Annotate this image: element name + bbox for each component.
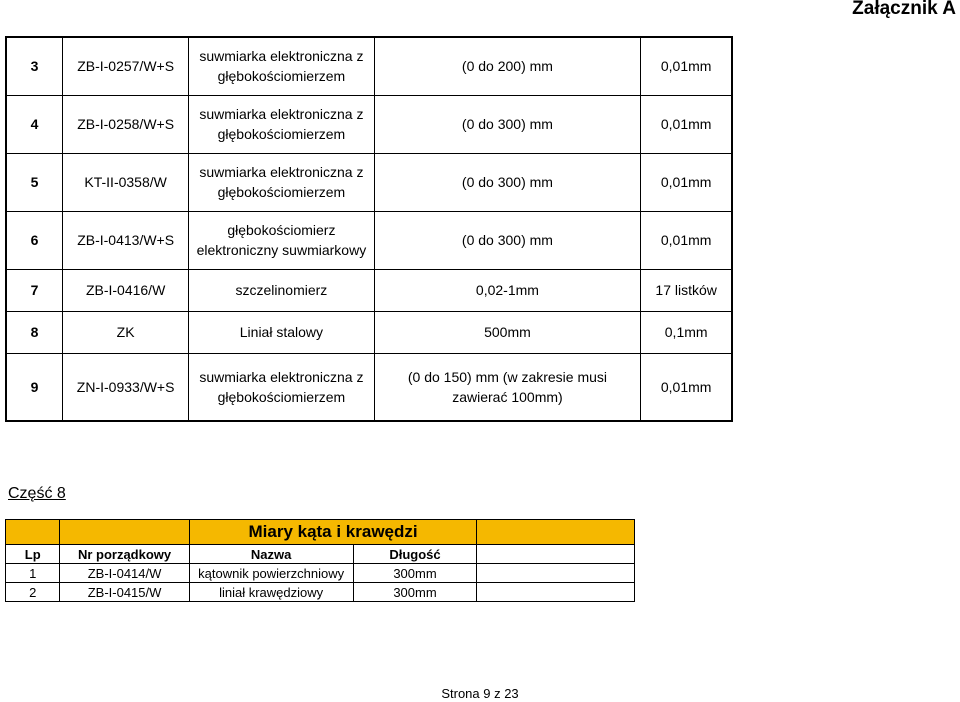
table-row (6, 153, 732, 211)
table-row (6, 95, 732, 153)
cell-nazwa: suwmiarka elektroniczna z głębokościomierzem (189, 95, 374, 153)
cell-lp: 8 (6, 311, 63, 353)
table-title-row (6, 520, 635, 545)
cell-nr: ZB-I-0258/W+S (63, 95, 189, 153)
table-row (6, 37, 732, 95)
cell-dokladnosc: 0,01mm (641, 95, 732, 153)
cell-lp: 2 (6, 583, 60, 602)
cell-dlugosc: 300mm (353, 564, 477, 583)
cell-nazwa: suwmiarka elektroniczna z głębokościomierzem (189, 37, 374, 95)
cell-nr: ZB-I-0415/W (60, 583, 189, 602)
cell-lp: 4 (6, 95, 63, 153)
table-row (6, 311, 732, 353)
cell-nazwa: głębokościomierz elektroniczny suwmiarkowy (189, 211, 374, 269)
cell-empty (477, 564, 635, 583)
cell-nazwa: szczelinomierz (189, 269, 374, 311)
equipment-table (5, 36, 733, 422)
table-row (6, 211, 732, 269)
table-row (6, 583, 635, 602)
cell-nazwa: kątownik powierzchniowy (189, 564, 353, 583)
cell-dokladnosc: 0,01mm (641, 153, 732, 211)
cell-nazwa: Liniał stalowy (189, 311, 374, 353)
header-lp: Lp (6, 545, 60, 564)
cell-lp: 6 (6, 211, 63, 269)
cell-nazwa: suwmiarka elektroniczna z głębokościomierzem (189, 353, 374, 421)
cell-zakres: (0 do 300) mm (374, 95, 641, 153)
table-title: Miary kąta i krawędzi (189, 520, 477, 545)
header-nr: Nr porządkowy (60, 545, 189, 564)
cell-nr: ZK (63, 311, 189, 353)
cell-empty (477, 583, 635, 602)
cell-lp: 9 (6, 353, 63, 421)
title-filler (60, 520, 189, 545)
table-header-row (6, 545, 635, 564)
cell-nr: ZB-I-0414/W (60, 564, 189, 583)
cell-nr: KT-II-0358/W (63, 153, 189, 211)
cell-lp: 5 (6, 153, 63, 211)
cell-zakres: (0 do 300) mm (374, 153, 641, 211)
cell-dlugosc: 300mm (353, 583, 477, 602)
part-heading: Część 8 (8, 485, 66, 502)
table-row (6, 353, 732, 421)
page-number: Strona 9 z 23 (441, 686, 519, 701)
cell-dokladnosc: 0,01mm (641, 211, 732, 269)
cell-nr: ZB-I-0257/W+S (63, 37, 189, 95)
cell-dokladnosc: 0,01mm (641, 353, 732, 421)
title-filler (477, 520, 635, 545)
cell-nr: ZB-I-0413/W+S (63, 211, 189, 269)
cell-zakres: (0 do 300) mm (374, 211, 641, 269)
cell-lp: 7 (6, 269, 63, 311)
cell-zakres: (0 do 150) mm (w zakresie musi zawierać 100mm) (374, 353, 641, 421)
title-filler (6, 520, 60, 545)
cell-zakres: 500mm (374, 311, 641, 353)
appendix-label: Załącznik A (852, 0, 956, 19)
cell-zakres: 0,02-1mm (374, 269, 641, 311)
cell-dokladnosc: 0,1mm (641, 311, 732, 353)
header-empty (477, 545, 635, 564)
cell-lp: 1 (6, 564, 60, 583)
header-dlugosc: Długość (353, 545, 477, 564)
angle-edge-table (5, 519, 635, 602)
header-nazwa: Nazwa (189, 545, 353, 564)
cell-nazwa: suwmiarka elektroniczna z głębokościomierzem (189, 153, 374, 211)
cell-nr: ZN-I-0933/W+S (63, 353, 189, 421)
cell-dokladnosc: 17 listków (641, 269, 732, 311)
table-row (6, 564, 635, 583)
cell-nazwa: liniał krawędziowy (189, 583, 353, 602)
table-row (6, 269, 732, 311)
cell-nr: ZB-I-0416/W (63, 269, 189, 311)
cell-zakres: (0 do 200) mm (374, 37, 641, 95)
cell-lp: 3 (6, 37, 63, 95)
cell-dokladnosc: 0,01mm (641, 37, 732, 95)
